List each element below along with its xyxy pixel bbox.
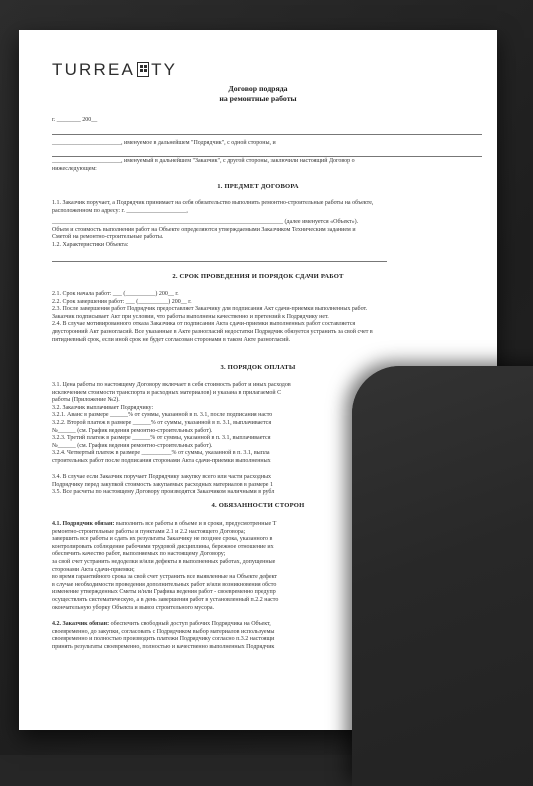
text-line: _______________________, именуемое в дальнейшем "Подрядчик", с одной стороны, и: [52, 140, 276, 146]
text-line: 3.2. Заказчик выплачивает Подрядчику:: [52, 404, 154, 411]
text-line: 3.5. Все расчеты по настоящему Договору производятся Заказчиком наличными в рубл: [52, 489, 275, 496]
text-line: Заказчик подписывает Акт при условии, что работы выполнены качественно и претензий к Подрядчику нет.: [52, 313, 329, 320]
text-line: ремонтно-строительные работы и пунктами 2.1 и 2.2 настоящего Договора;: [52, 528, 246, 535]
blank-rule: [52, 134, 482, 135]
text-line: 2.3. После завершения работ Подрядчик предоставляет Заказчику для подписания Акт сдачи-приемки выполненных работ.: [52, 306, 368, 313]
dark-corner-panel: [352, 366, 533, 786]
text-line: Объем и стоимость выполнения работ на Объекте определяются утверждаемыми Заказчиком Техническим заданием и: [52, 226, 356, 233]
obligation-text: выполнить все работы в объеме и в сроки, предусмотренные Т: [114, 521, 277, 527]
text-line: _____________________________________________________________________________ (далее именуется «Объект»).: [52, 219, 359, 225]
text-line: №______ (см. График ведения ремонтно-строительных работ).: [52, 442, 213, 449]
text-line: принять результаты своевременно, полностью и качественно выполненных Подрядчик: [52, 643, 275, 650]
text-line: осуществлять систематическую, а в день завершения работ в установленный п.2.2 насто: [52, 597, 279, 603]
text-line: г. ________ 200__: [52, 117, 98, 123]
text-line: 2.1. Срок начала работ: ___ (__________) 200__ г.: [52, 291, 179, 297]
text-line: во время гарантийного срока за свой счет устранить все выявленные на Объекте дефект: [52, 574, 278, 581]
text-line: сторонами Акта сдачи-приемки;: [52, 566, 135, 573]
logo-mark-icon: [137, 62, 149, 77]
obligation-text: обеспечить свободный доступ рабочих Подрядчика на Объект,: [109, 621, 271, 627]
text-line: 3.2.1. Аванс в размере ______% от суммы, указанной в п. 3.1, после подписания насто: [52, 412, 273, 419]
text-line: двусторонний Акт разногласий. Все указанные в Акте разногласий недостатки Подрядчик обязуется устранить за свой счет в: [52, 329, 373, 335]
brand-logo: TURREA TY: [52, 60, 178, 79]
document-title: Договор подряда: [228, 84, 288, 93]
text-line: 3.2.2. Второй платеж в размере ______% от суммы, указанной в п. 3.1, выплачивается: [52, 420, 272, 426]
text-line: 1.2. Характеристики Объекта:: [52, 241, 129, 248]
text-line: 3.4. В случае если Заказчик поручает Подрядчику закупку всего или части расходных: [52, 474, 272, 480]
text-line: расположенном по адресу: г. ____________________,: [52, 207, 188, 214]
text-line: Сметой на ремонтно-строительные работы.: [52, 234, 164, 241]
text-line: изменение утвержденных Сметы и/или Графика ведения работ - своевременно предупр: [52, 589, 276, 596]
text-line: [52, 621, 271, 629]
text-line: в случае необходимости проведения дополнительных работ и/или возникновения обсто: [52, 581, 277, 588]
text-line: за свой счет устранить недоделки и/или дефекты в выполненных работах, допущенные: [52, 559, 276, 565]
text-line: 3.2.3. Третий платеж в размере ______% от суммы, указанной в п. 3.1, выплачивается: [52, 435, 271, 442]
text-line: строительных работ после подписания сторонами Акта сдачи-приемки выполненных: [52, 458, 271, 464]
text-line: своевременно и полностью производить платежи Подрядчику согласно п.3.2 настоящи: [52, 636, 275, 643]
text-line: завершить все работы и сдать их результаты Заказчику не позднее срока, указанного в: [52, 536, 273, 543]
obligation-label: 4.1. Подрядчик обязан:: [52, 521, 115, 527]
text-line: контролировать соблюдение рабочими трудовой дисциплины, бережное отношение их: [52, 543, 274, 550]
text-line: [52, 521, 276, 529]
text-line: 1.1. Заказчик поручает, а Подрядчик принимает на себя обязательство выполнить ремонтно-строительные работы на объекте,: [52, 200, 374, 206]
text-line: Подрядчику перед закупкой стоимость закупаемых расходных материалов в размере 1: [52, 481, 273, 488]
text-line: своевременно, до закупки, согласовать с Подрядчиком выбор материалов используемы: [52, 628, 275, 635]
blank-rule: [52, 156, 482, 157]
text-line: обеспечить качество работ, выполняемых по настоящему Договору;: [52, 551, 226, 558]
section-heading: 1. ПРЕДМЕТ ДОГОВОРА: [217, 183, 299, 190]
section-heading: 3. ПОРЯДОК ОПЛАТЫ: [220, 364, 296, 371]
text-line: 2.4. В случае мотивированного отказа Заказчика от подписания Акта сдачи-приемки выполненных работ составляется: [52, 321, 356, 328]
text-line: №______ (см. График ведения ремонтно-строительных работ).: [52, 427, 213, 434]
section-heading: 2. СРОК ПРОВЕДЕНИЯ И ПОРЯДОК СДАЧИ РАБОТ: [172, 273, 344, 280]
text-line: _______________________, именуемый в дальнейшем "Заказчик", с другой стороны, заключили настоящий Договор о: [52, 158, 355, 164]
text-line: исключением стоимости транспорта и расходных материалов) и указана в прилагаемой С: [52, 389, 282, 396]
obligation-label: 4.2. Заказчик обязан:: [52, 621, 110, 627]
text-line: 3.2.4. Четвертый платеж в размере __________% от суммы, указанной в п. 3.1, выпла: [52, 450, 270, 457]
text-line: окончательную уборку Объекта и вывоз строительного мусора.: [52, 604, 215, 611]
text-line: работы (Приложение №2).: [52, 397, 120, 404]
text-line: нижеследующем:: [52, 165, 97, 172]
document-subtitle: на ремонтные работы: [219, 94, 297, 103]
blank-rule: [52, 261, 387, 262]
text-line: 2.2. Срок завершения работ: ___ (__________) 200__ г.: [52, 298, 192, 305]
text-line: 3.1. Цена работы по настоящему Договору включает в себя стоимость работ и иных расходов: [52, 382, 291, 388]
text-line: пятидневный срок, если иной срок не будет согласован сторонами в таком Акте разногласий.: [52, 336, 291, 343]
section-heading: 4. ОБЯЗАННОСТИ СТОРОН: [211, 502, 305, 509]
